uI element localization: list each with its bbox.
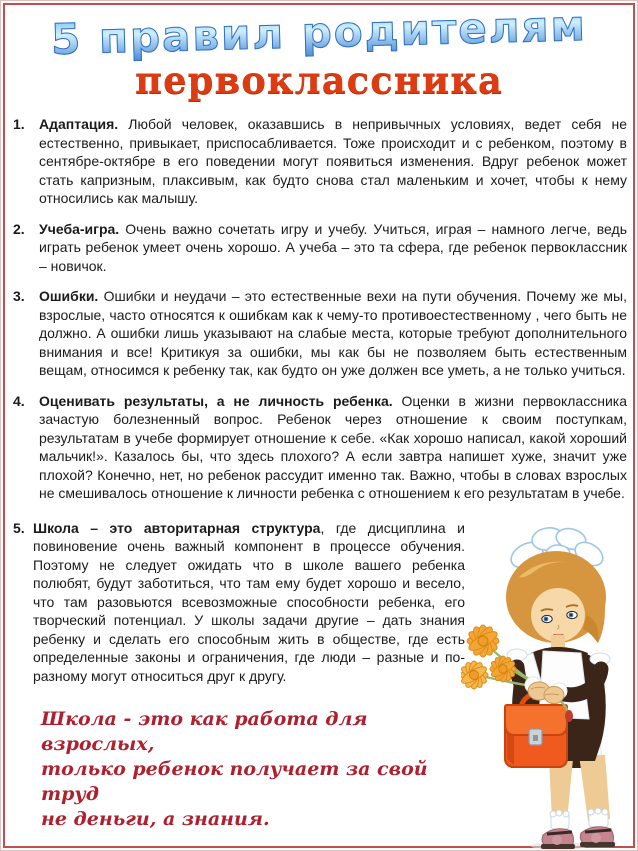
rule-lead: Ошибки. [39,288,99,304]
rule-number: 1. [13,116,25,132]
rule-text [39,115,627,208]
title-line-2: первоклассника [135,58,503,102]
bottom-quote [41,707,465,832]
flowers [461,624,517,689]
title-line-1: 5 правил родителям [0,0,637,67]
rule-number: 2. [13,220,25,237]
rule-number: 4. [13,392,25,409]
rule-text [39,220,627,276]
rule-body: Очень важно сочетать игру и учебу. Учиться, играя – намного легче, ведь играть ребенок умеет очень хорошо. А учеба – это та сфера, где ребенок первоклассник – новичок. [39,220,627,274]
rules-list [1,115,637,503]
rule-lead: Адаптация. [39,116,119,132]
rule-text [33,519,465,686]
rule-lead: Учеба-игра. [39,220,120,237]
rule-number: 3. [13,288,25,304]
briefcase [505,694,567,768]
flower-bud [565,710,573,722]
rule-body: Любой человек, оказавшись в непривычных условиях, ведет себя не естественно, привыкает, приспосабливается. Тоже происходит и с ребенком, поэтому в сентябре-октябре в его поведении могут появиться изменения. Вдруг ребенок может стать капризным, плаксивым, как будто снова стал маленьким и хочет, чтобы к нему относились как малышу. [39,116,627,206]
rule-body: , где дисциплина и повиновение очень важный компонент в процессе обучения. Поэтому не следует ожидать что в школе вашего ребенка полюбят, будут заботиться, что там ему будет хорошо и весело, что там разовьются всевозможные способности ребенка, его творческий потенциал. У школы задачи другие – дать знания ребенку и сделать его способным жить в обществе, где есть определенные законы и ограничения, где люди – разные и по-разному могут относиться друг к другу. [33,519,465,684]
quote-line-3: не деньги, а знания. [41,808,270,830]
rule-item-1 [13,115,627,208]
poster-title [1,1,637,103]
rule-text [39,287,627,380]
schoolgirl-illustration [461,523,621,851]
rule-lead: Оценивать результаты, а не личность ребенка. [39,392,393,409]
rule-item-4 [13,392,627,503]
rule-lead: Школа – это авторитарная структура [33,519,321,536]
rule-item-5 [13,519,465,686]
socks [550,808,608,829]
rule-body: Ошибки и неудачи – это естественные вехи на пути обучения. Почему же мы, взрослые, часто относятся к ошибкам как к чему-то противоестественному , чего быть не должно. А ошибки лишь указывают на слабые места, которые требуют дополнительного внимания и все! Критикуя за ошибки, мы как бы не позволяем быть естественным вещам, относимся к ребенку так, как будто он уже должен все уметь, а не только учиться. [39,288,627,378]
rule-item-2 [13,220,627,276]
rule-body: Оценки в жизни первоклассника зачастую болезненный вопрос. Ребенок через отношение к своим поступкам, результатам в учебе формирует отношение к себе. «Как хорошо написал, какой хороший мальчик!». Казалось бы, что здесь плохого? А если завтра напишет хуже, значит уже плохой? Конечно, нет, но ребенок рассудит именно так. Важно, чтобы в словах взрослых не смешивалось отношение к личности ребенка с отношением к его результатам в учебе. [39,392,627,501]
rule-item-3 [13,287,627,380]
bottom-left-column [13,519,465,833]
rule-text [39,392,627,503]
quote-line-1: Школа - это как работа для взрослых, [41,708,368,755]
rule-number: 5. [13,519,25,536]
quote-line-2: только ребенок получает за свой труд [41,758,428,805]
